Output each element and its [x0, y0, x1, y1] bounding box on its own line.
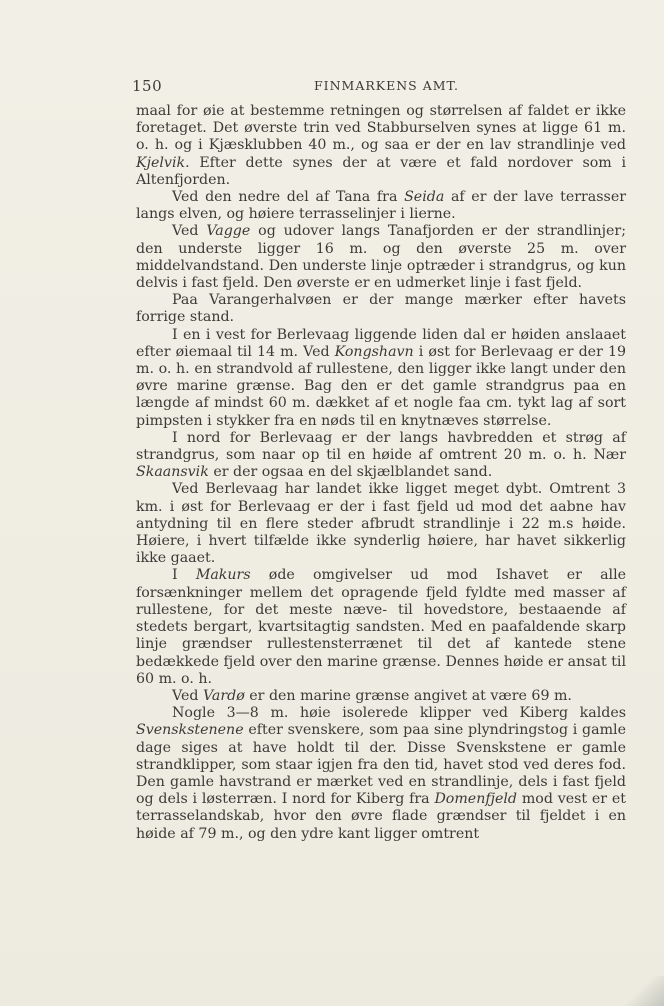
paragraph [136, 481, 626, 567]
paragraph [136, 327, 626, 430]
page-number: 150 [132, 77, 163, 95]
page-corner-shadow [624, 976, 664, 1006]
text-run: af er der lave terrasser langs elven, og høiere terrasselinjer i lierne. [136, 189, 626, 223]
text-run: Ved den nedre del af Tana fra [172, 189, 405, 206]
text-run: og udover langs Tanafjorden er der strandlinjer; den underste ligger 16 m. og den øverste 25 m. over middelvandstand. Den underste linje optræder i strandgrus, og kun delvis i fast fjeld. Den øverste er en udmerket linje i fast fjeld. [136, 223, 626, 292]
text-run: efter svenskere, som paa sine plyndringstog i gamle dage siges at have holdt til der. Disse Svenskstene er gamle strandklipper, som staar igjen fra den tid, havet stod ved deres fod. Den gamle havstrand er mærket ved en strandlinje, dels i fast fjeld og dels i løsterræn. I nord for Kiberg fra [136, 722, 626, 808]
paragraph [136, 567, 626, 687]
place-name-italic: Kjelvik. [136, 154, 190, 171]
running-title: FINMARKENS AMT. [314, 78, 460, 93]
paragraph [136, 189, 626, 223]
paragraph [136, 223, 626, 292]
body-text [136, 103, 626, 843]
text-run: Ved [172, 687, 203, 704]
text-run: I en i vest for Berlevaag liggende liden dal er høiden anslaaet efter øiemaal til 14 m. Ved [136, 326, 626, 360]
place-name-italic: Domenfjeld [434, 791, 518, 808]
paragraph [136, 103, 626, 189]
text-run: I [172, 567, 196, 584]
place-name-italic: Vardø [202, 687, 245, 704]
paragraph [136, 292, 626, 326]
text-run: maal for øie at bestemme retningen og størrelsen af faldet er ikke foretaget. Det øverste trin ved Stabburselven synes at ligge 61 m. o. h. og i Kjæsklubben 40 m., og saa er der en lav strandlinje ved [136, 103, 626, 154]
place-name-italic: Vagge [206, 223, 251, 240]
text-run: i øst for Berlevaag er der 19 m. o. h. en strandvold af rullestene, den ligger ikke langt under den øvre marine grænse. Bag den er det gamle strandgrus paa en længde af mindst 60 m. dækket af et nogle faa cm. tykt lag af sort pimpsten i stykker fra en nøds til en knytnæves størrelse. [136, 343, 626, 429]
text-run: er den marine grænse angivet at være 69 m. [244, 687, 572, 704]
text-run: er der ogsaa en del skjælblandet sand. [208, 464, 493, 481]
text-run: Ved [172, 223, 207, 240]
text-run: I nord for Berlevaag er der langs havbredden et strøg af strandgrus, som naar op til en høide af omtrent 20 m. o. h. Nær [136, 429, 626, 464]
paragraph [136, 430, 626, 482]
text-run: Nogle 3—8 m. høie isolerede klipper ved Kiberg kaldes [172, 705, 626, 722]
place-name-italic: Seida [404, 189, 445, 206]
paragraph [136, 705, 626, 843]
text-run: Paa Varangerhalvøen er der mange mærker efter havets forrige stand. [136, 292, 626, 326]
text-run: mod vest er et terrasselandskab, hvor den øvre flade grændser til fjeldet i en høide af 79 m., og den ydre kant ligger omtrent [136, 791, 626, 842]
text-run: Ved Berlevaag har landet ikke ligget meget dybt. Omtrent 3 km. i øst for Berlevaag er der i fast fjeld ud mod det aabne hav antydning til en flere steder afbrudt strandlinje i 22 m.s høide. Høiere, i hvert tilfælde ikke synderlig høiere, har havet sikkerlig ikke gaaet. [136, 481, 626, 567]
text-run: Efter dette synes der at være et fald nordover som i Altenfjorden. [136, 154, 626, 188]
text-run: øde omgivelser ud mod Ishavet er alle forsænkninger mellem det opragende fjeld fyldte med masser af rullestene, for det meste næve- til hovedstore, bestaaende af stedets bergart, kvartsitagtig sandsten. Med en paafaldende skarp linje grændser rullestensterrænet til det af kantede stene bedækkede fjeld over den marine grænse. Dennes høide er ansat til 60 m. o. h. [136, 567, 627, 687]
place-name-italic: Makurs [195, 567, 251, 584]
place-name-italic: Kongshavn [334, 343, 414, 360]
page-header [132, 77, 632, 99]
place-name-italic: Svenskstenene [136, 722, 244, 739]
paragraph [136, 688, 626, 705]
place-name-italic: Skaansvik [136, 464, 209, 481]
